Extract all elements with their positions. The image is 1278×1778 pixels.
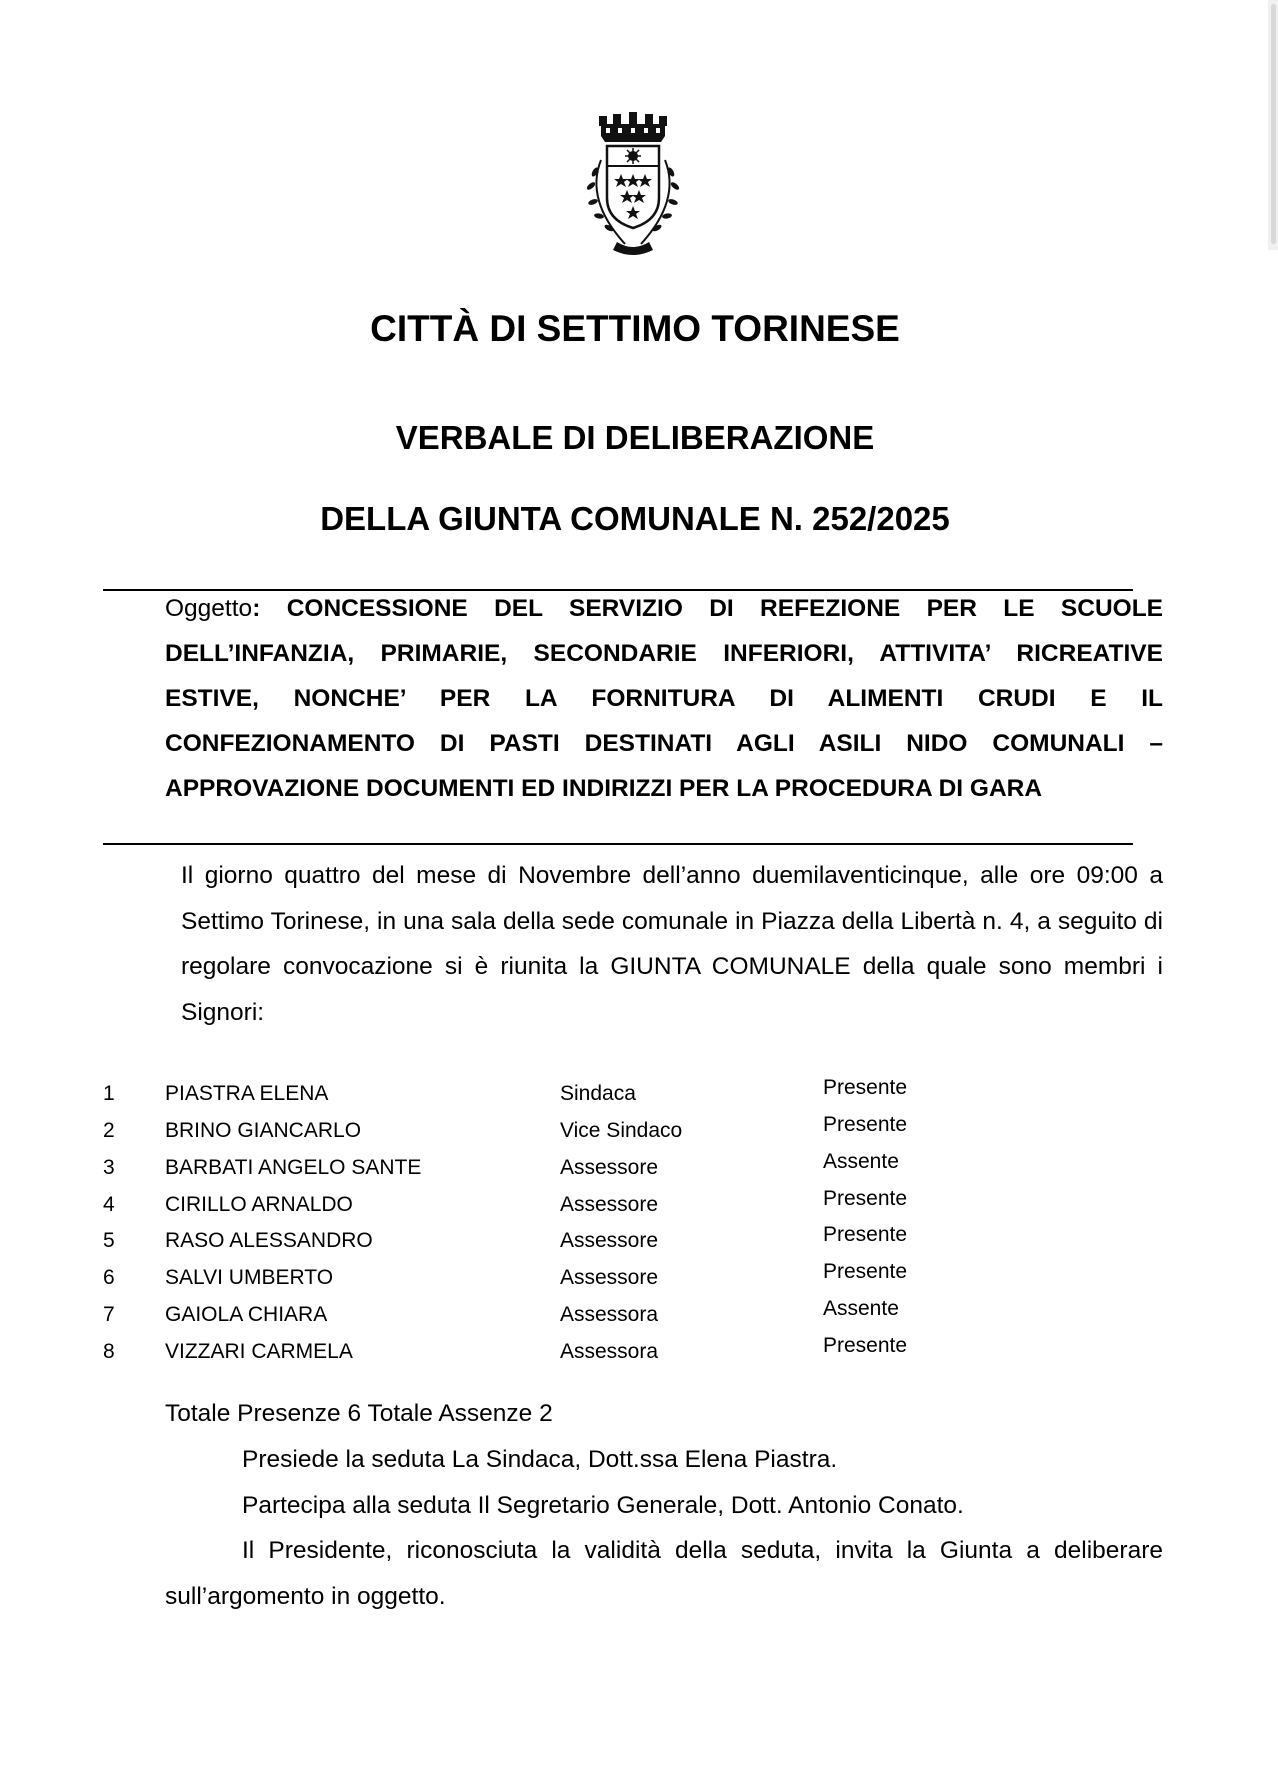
- member-status: Presente: [823, 1223, 908, 1246]
- table-row: [0, 1262, 1000, 1292]
- member-role: Vice Sindaco: [560, 1119, 683, 1142]
- subject-label: Oggetto: [165, 595, 253, 622]
- member-name: CIRILLO ARNALDO: [165, 1193, 353, 1216]
- member-status: Assente: [823, 1297, 899, 1320]
- member-status: Presente: [823, 1113, 908, 1136]
- city-name-heading: CITTÀ DI SETTIMO TORINESE: [370, 308, 900, 349]
- subject-colon: :: [252, 595, 261, 622]
- member-number: 6: [103, 1266, 115, 1289]
- member-number: 5: [103, 1229, 115, 1252]
- member-role: Sindaca: [560, 1082, 636, 1105]
- member-number: 4: [103, 1193, 115, 1216]
- table-row: [0, 1336, 1000, 1366]
- member-name: RASO ALESSANDRO: [165, 1229, 373, 1252]
- member-number: 7: [103, 1303, 115, 1326]
- table-row: [0, 1225, 1000, 1255]
- document-title: VERBALE DI DELIBERAZIONE: [395, 419, 875, 456]
- president-statement: Il Presidente, riconosciuta la validità della seduta, invita la Giunta a deliberare sull’argomento in oggetto.: [165, 1537, 1163, 1610]
- attendance-totals: Totale Presenze 6 Totale Assenze 2: [165, 1400, 553, 1427]
- city-coat-of-arms-icon: [573, 110, 693, 260]
- member-name: BRINO GIANCARLO: [165, 1119, 362, 1142]
- member-number: 1: [103, 1082, 115, 1105]
- member-role: Assessore: [560, 1266, 659, 1289]
- scrollbar-thumb[interactable]: [1271, 4, 1276, 244]
- member-name: PIASTRA ELENA: [165, 1082, 329, 1105]
- member-role: Assessore: [560, 1229, 659, 1252]
- member-role: Assessora: [560, 1303, 659, 1326]
- member-status: Presente: [823, 1260, 908, 1283]
- subject-block: [165, 586, 1163, 811]
- deliberation-number-heading: DELLA GIUNTA COMUNALE N. 252/2025: [320, 500, 950, 537]
- member-status: Presente: [823, 1334, 908, 1357]
- member-name: VIZZARI CARMELA: [165, 1340, 353, 1363]
- member-role: Assessore: [560, 1193, 659, 1216]
- table-row: [0, 1115, 1000, 1145]
- member-role: Assessora: [560, 1340, 659, 1363]
- subject-text: CONCESSIONE DEL SERVIZIO DI REFEZIONE PER LE SCUOLE DELL’INFANZIA, PRIMARIE, SECONDARIE INFERIORI, ATTIVITA’ RICREATIVE ESTIVE, NONCHE’ PER LA FORNITURA DI ALIMENTI CRUDI E IL CONFEZIONAMENTO DI PASTI DESTINATI AGLI ASILI NIDO COMUNALI – APPROVAZIONE DOCUMENTI ED INDIRIZZI PER LA PROCEDURA DI GARA: [165, 595, 1164, 802]
- member-name: BARBATI ANGELO SANTE: [165, 1156, 422, 1179]
- table-row: [0, 1299, 1000, 1329]
- member-number: 3: [103, 1156, 115, 1179]
- member-status: Assente: [823, 1150, 899, 1173]
- chair-statement: Presiede la seduta La Sindaca, Dott.ssa Elena Piastra.: [242, 1446, 838, 1473]
- member-number: 2: [103, 1119, 115, 1142]
- member-name: SALVI UMBERTO: [165, 1266, 334, 1289]
- member-number: 8: [103, 1340, 115, 1363]
- table-row: [0, 1189, 1000, 1219]
- table-row: [0, 1152, 1000, 1182]
- separator-line-bottom: [103, 843, 1133, 845]
- member-status: Presente: [823, 1187, 908, 1210]
- member-role: Assessore: [560, 1156, 659, 1179]
- member-status: Presente: [823, 1076, 908, 1099]
- table-row: [0, 1078, 1000, 1108]
- closing-section: [165, 1437, 1163, 1619]
- secretary-statement: Partecipa alla seduta Il Segretario Generale, Dott. Antonio Conato.: [242, 1491, 964, 1519]
- member-name: GAIOLA CHIARA: [165, 1303, 328, 1326]
- meeting-intro-paragraph: Il giorno quattro del mese di Novembre dell’anno duemilaventicinque, alle ore 09:00 a Settimo Torinese, in una sala della sede comunale in Piazza della Libertà n. 4, a seguito di regolare convocazione si è riunita la GIUNTA COMUNALE della quale sono membri i Signori:: [181, 862, 1163, 1026]
- vertical-scrollbar[interactable]: [1268, 0, 1278, 250]
